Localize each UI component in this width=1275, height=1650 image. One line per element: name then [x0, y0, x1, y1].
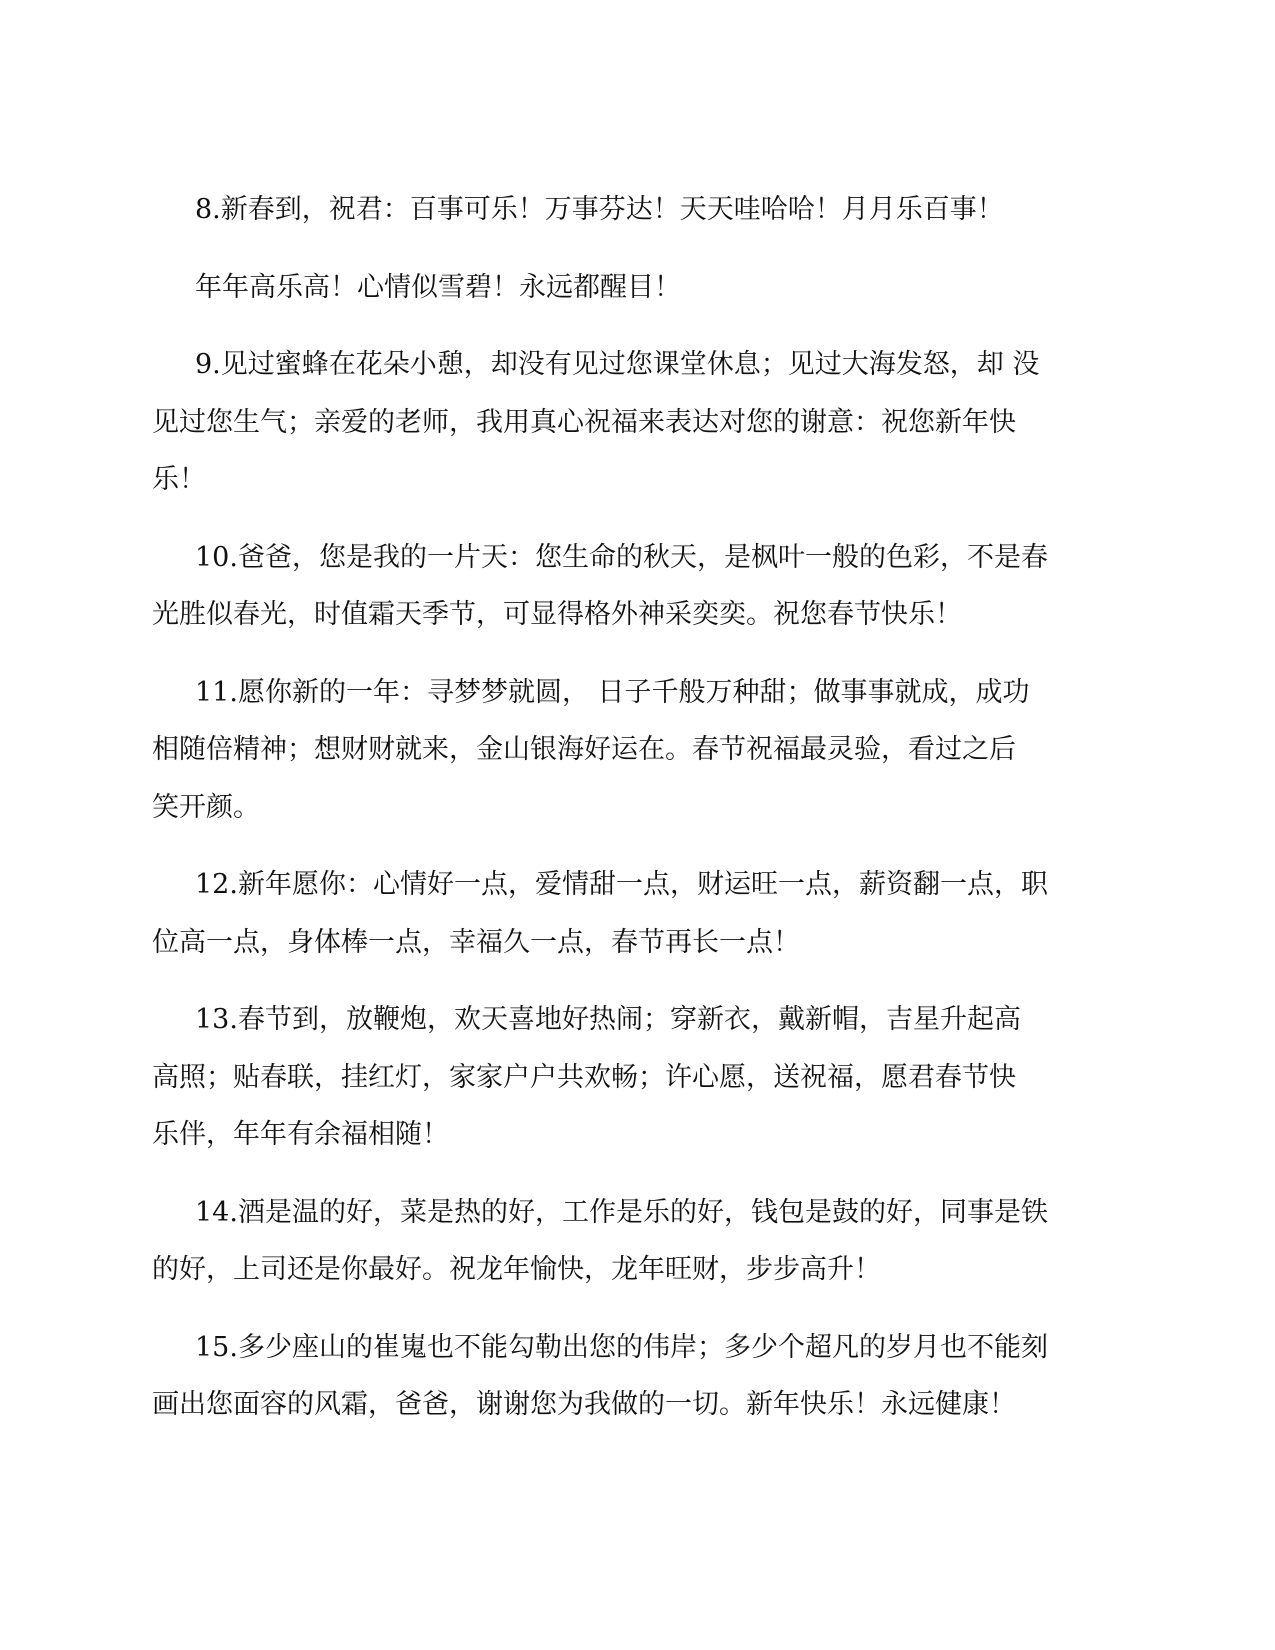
document-body	[152, 181, 1114, 1454]
text-line: 15.多少座山的崔嵬也不能勾勒出您的伟岸；多少个超凡的岁月也不能刻	[195, 1331, 1048, 1363]
paragraph-15	[152, 1319, 1114, 1434]
paragraph-13	[152, 991, 1114, 1164]
text-line: 光胜似春光，时值霜天季节，可显得格外神采奕奕。祝您春节快乐！	[152, 599, 962, 630]
text-line: 乐！	[152, 464, 206, 495]
text-line: 年年高乐高！心情似雪碧！永远都醒目！	[195, 271, 681, 303]
paragraph-9	[152, 336, 1114, 509]
text-line: 笑开颜。	[152, 791, 260, 823]
paragraph-12	[152, 856, 1114, 971]
text-line: 乐伴，年年有余福相随！	[152, 1119, 449, 1150]
text-line: 高照；贴春联，挂红灯，家家户户共欢畅；许心愿，送祝福，愿君春节快	[152, 1061, 1016, 1093]
text-line: 14.酒是温的好，菜是热的好，工作是乐的好，钱包是鼓的好，同事是铁	[195, 1196, 1048, 1228]
text-line: 画出您面容的风霜，爸爸，谢谢您为我做的一切。新年快乐！永远健康！	[152, 1389, 1016, 1420]
paragraph-11	[152, 664, 1114, 837]
paragraph-14	[152, 1184, 1114, 1299]
text-line: 13.春节到，放鞭炮，欢天喜地好热闹；穿新衣，戴新帽，吉星升起高	[195, 1004, 1021, 1035]
paragraph-10	[152, 529, 1114, 644]
text-line: 见过您生气；亲爱的老师，我用真心祝福来表达对您的谢意：祝您新年快	[152, 406, 1016, 438]
text-line: 的好，上司还是你最好。祝龙年愉快，龙年旺财，步步高升！	[152, 1254, 881, 1285]
text-line: 8.新春到，祝君：百事可乐！万事芬达！天天哇哈哈！月月乐百事！	[195, 194, 1004, 225]
text-line: 12.新年愿你：心情好一点，爱情甜一点，财运旺一点，薪资翻一点，职	[195, 869, 1048, 900]
paragraph-8	[152, 181, 1114, 239]
paragraph-8-continued	[152, 259, 1114, 317]
text-line: 10.爸爸，您是我的一片天：您生命的秋天，是枫叶一般的色彩，不是春	[195, 541, 1048, 573]
text-line: 相随倍精神；想财财就来，金山银海好运在。春节祝福最灵验，看过之后	[152, 734, 1016, 765]
text-line: 9.见过蜜蜂在花朵小憩，却没有见过您课堂休息；见过大海发怒，却 没	[195, 349, 1040, 380]
text-line: 位高一点，身体棒一点，幸福久一点，春节再长一点！	[152, 926, 800, 958]
text-line: 11.愿你新的一年：寻梦梦就圆， 日子千般万种甜；做事事就成，成功	[195, 676, 1030, 708]
